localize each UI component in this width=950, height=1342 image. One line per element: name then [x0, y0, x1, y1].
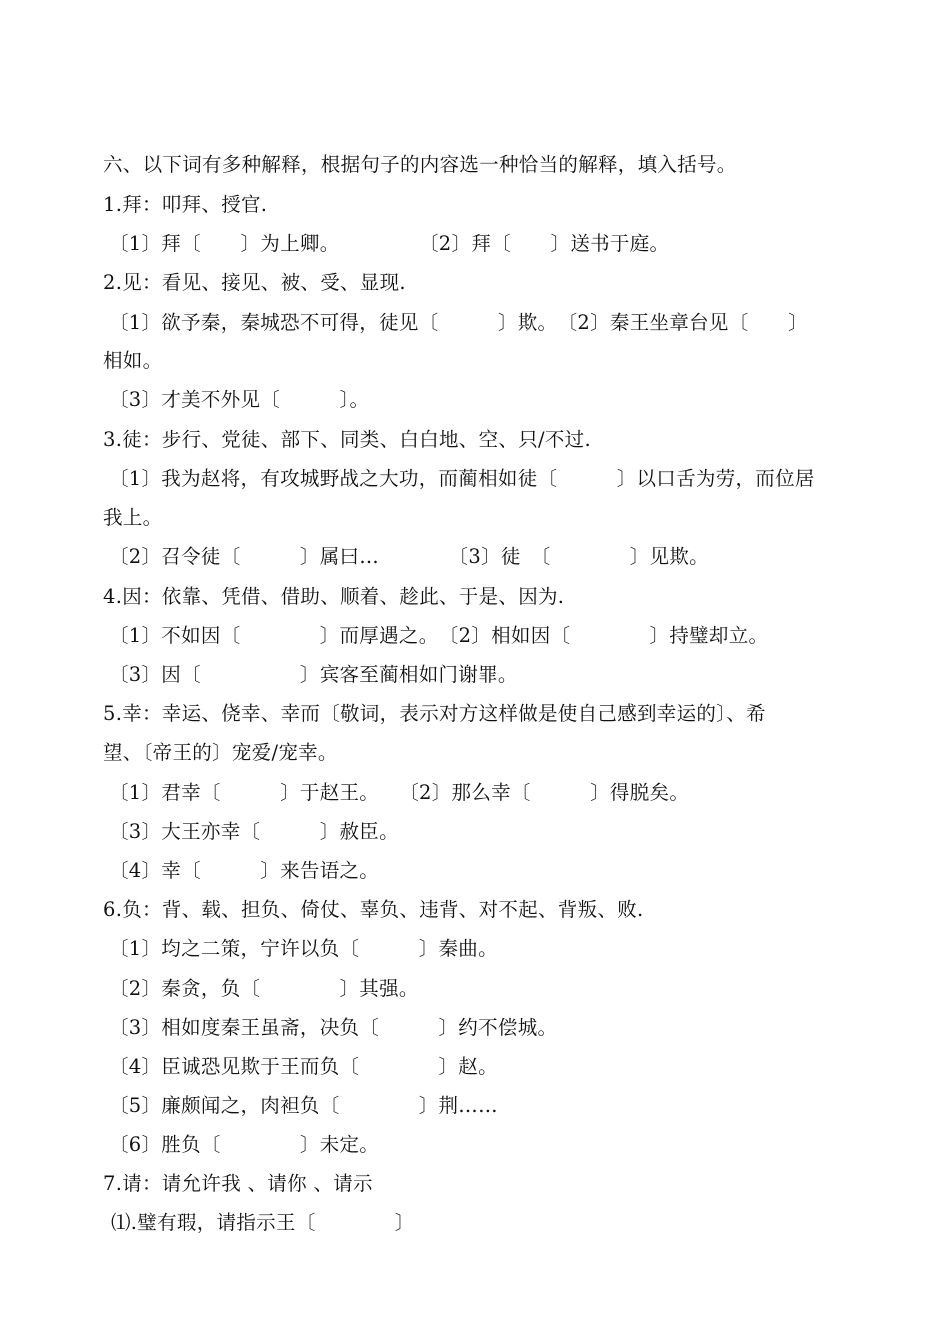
item-6-definition: 6.负：背、载、担负、倚仗、辜负、违背、对不起、背叛、败. — [103, 898, 644, 921]
item-5-question-3: 〔3〕大王亦幸〔 〕赦臣。 — [109, 820, 399, 843]
item-5-definition-continued: 望、〔帝王的〕宠爱/宠幸。 — [103, 741, 338, 764]
item-4-question-3: 〔3〕因〔 〕宾客至蔺相如门谢罪。 — [109, 663, 518, 686]
item-7-question-1: ⑴.璧有瑕，请指示王〔 〕 — [111, 1211, 415, 1234]
item-3-question-continued: 我上。 — [103, 506, 163, 529]
item-3-question-1: 〔1〕我为赵将，有攻城野战之大功，而蔺相如徒〔 〕以口舌为劳，而位居 — [109, 467, 815, 490]
item-2-definition: 2.见：看见、接见、被、受、显现. — [103, 271, 406, 294]
item-2-question-3: 〔3〕才美不外见〔 〕。 — [109, 388, 370, 411]
item-5-definition: 5.幸：幸运、侥幸、幸而〔敬词，表示对方这样做是使自己感到幸运的〕、希 — [103, 702, 766, 725]
item-3-questions-2-3: 〔2〕召令徒〔 〕属曰… 〔3〕徒 〔 〕见欺。 — [109, 545, 709, 568]
item-6-question-4: 〔4〕臣诚恐见欺于王而负〔 〕赵。 — [109, 1055, 498, 1078]
section-heading: 六、以下词有多种解释，根据句子的内容选一种恰当的解释，填入括号。 — [103, 153, 737, 176]
item-1-questions: 〔1〕拜〔 〕为上卿。 〔2〕拜〔 〕送书于庭。 — [109, 232, 670, 255]
item-6-question-6: 〔6〕胜负〔 〕未定。 — [109, 1133, 380, 1156]
item-6-question-3: 〔3〕相如度秦王虽斋，决负〔 〕约不偿城。 — [109, 1016, 558, 1039]
item-5-questions-1-2: 〔1〕君幸〔 〕于赵王。 〔2〕那么幸〔 〕得脱矣。 — [109, 781, 690, 804]
item-2-question-1: 〔1〕欲予秦，秦城恐不可得，徒见〔 〕欺。 〔2〕秦王坐章台见〔 〕 — [109, 311, 808, 334]
item-1-definition: 1.拜：叩拜、授官. — [103, 193, 268, 216]
item-4-questions-1-2: 〔1〕不如因〔 〕而厚遇之。 〔2〕相如因〔 〕持璧却立。 — [109, 624, 769, 647]
item-6-question-5: 〔5〕廉颇闻之，肉袒负〔 〕荆…… — [109, 1094, 498, 1117]
item-6-question-2: 〔2〕秦贪，负〔 〕其强。 — [109, 977, 419, 1000]
item-2-question-continued: 相如。 — [103, 349, 163, 372]
item-3-definition: 3.徒：步行、党徒、部下、同类、白白地、空、只/不过. — [103, 428, 591, 451]
item-4-definition: 4.因：依靠、凭借、借助、顺着、趁此、于是、因为. — [103, 585, 565, 608]
item-5-question-4: 〔4〕幸〔 〕来告语之。 — [109, 859, 380, 882]
item-7-definition: 7.请：请允许我 、请你 、请示 — [103, 1172, 373, 1195]
item-6-question-1: 〔1〕均之二策，宁许以负〔 〕秦曲。 — [109, 937, 498, 960]
